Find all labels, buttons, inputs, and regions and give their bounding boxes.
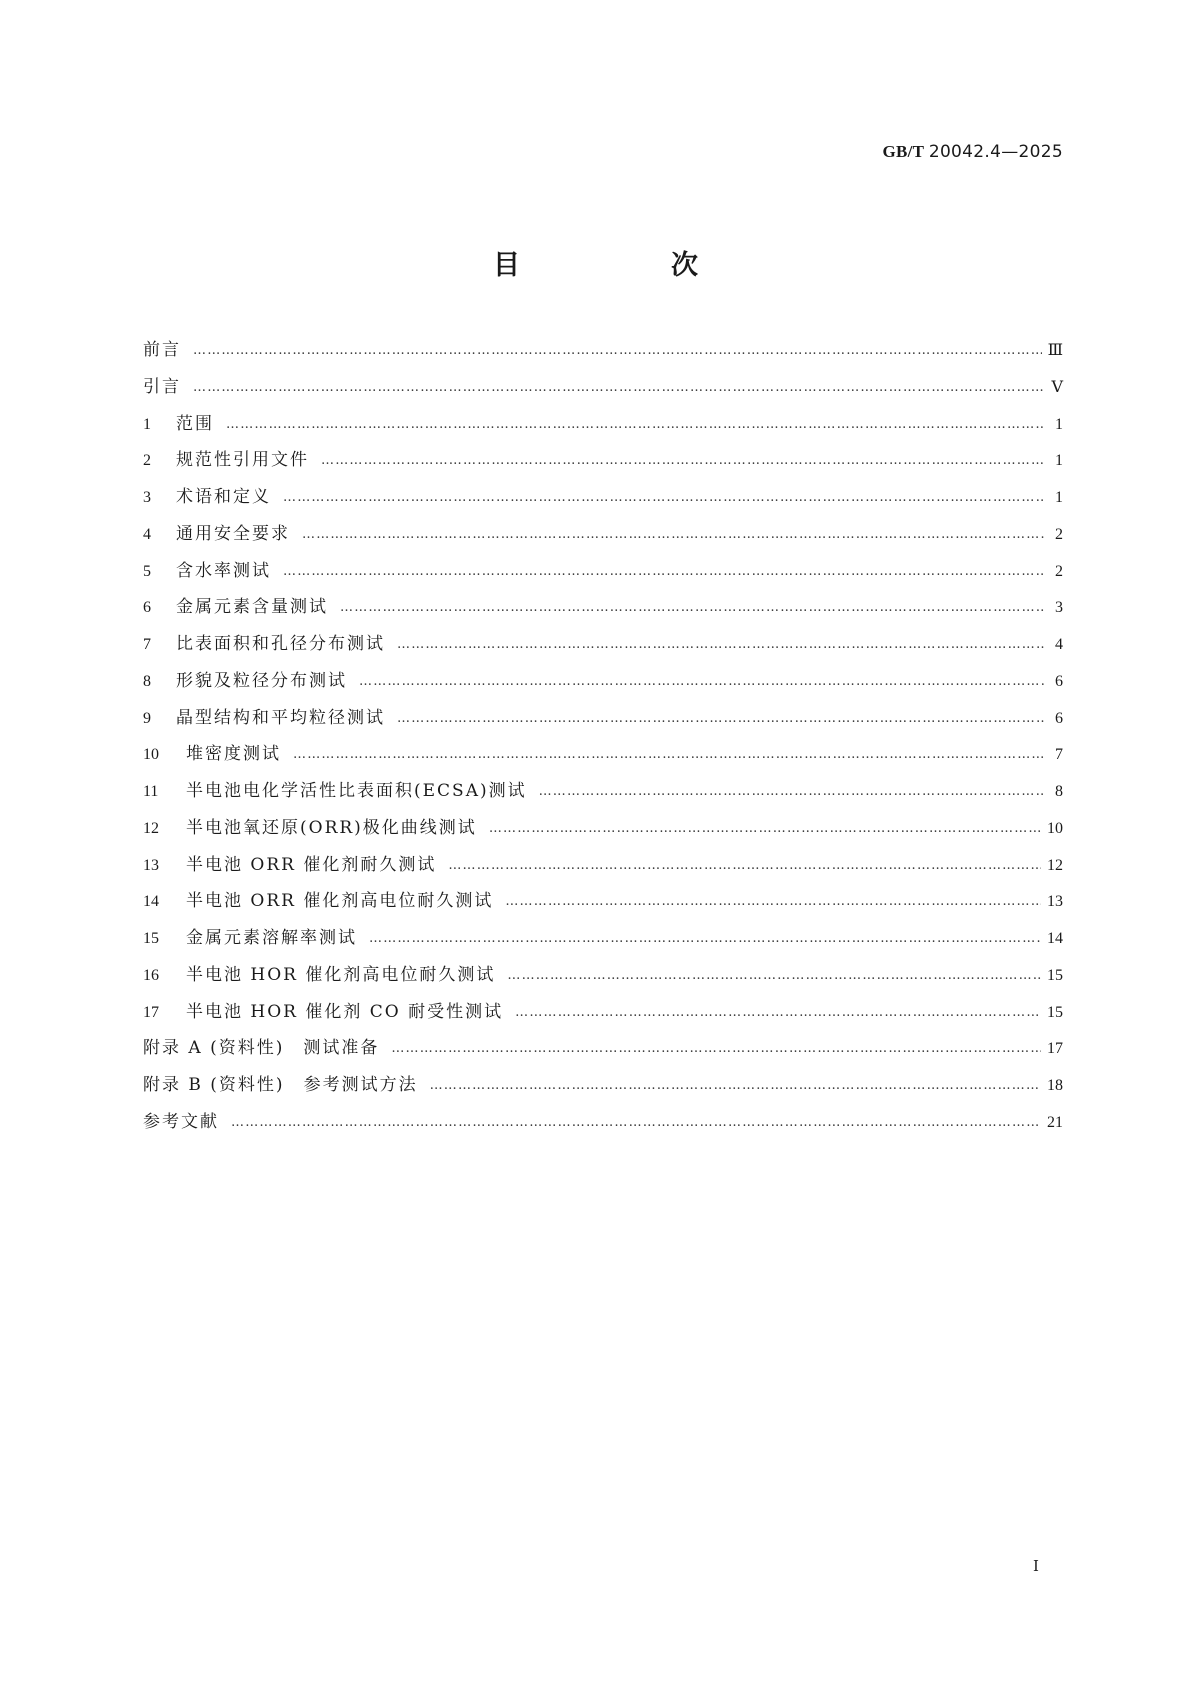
- toc-entry-label: 半电池 ORR 催化剂耐久测试: [186, 854, 437, 875]
- toc-entry[interactable]: [143, 559, 1063, 596]
- toc-dot-leader: [231, 1111, 1041, 1135]
- toc-entry[interactable]: [143, 889, 1063, 926]
- toc-entry-label: 含水率测试: [176, 560, 271, 581]
- toc-entry[interactable]: [143, 632, 1063, 669]
- toc-entry-label: 前言: [143, 340, 181, 360]
- toc-entry-label: 规范性引用文件: [176, 450, 309, 471]
- toc-entry-label: 半电池 HOR 催化剂 CO 耐受性测试: [186, 1001, 504, 1022]
- toc-entry-label: 通用安全要求: [176, 523, 290, 544]
- toc-entry[interactable]: [143, 448, 1063, 485]
- toc-dot-leader: [539, 780, 1045, 804]
- toc-entry-number: 3: [143, 489, 151, 506]
- toc-entry-page: 10: [1047, 819, 1063, 837]
- toc-dot-leader: [293, 743, 1045, 767]
- toc-entry-number: 11: [143, 783, 159, 800]
- toc-dot-leader: [359, 670, 1045, 694]
- page-number: Ⅰ: [1033, 1559, 1039, 1575]
- toc-entry-label: 附录 B (资料性) 参考测试方法: [143, 1075, 418, 1095]
- toc-entry-number: 9: [143, 709, 151, 727]
- standard-code: [882, 142, 1063, 162]
- toc-dot-leader: [448, 854, 1041, 878]
- toc-entry-label: 半电池电化学活性比表面积(ECSA)测试: [186, 781, 527, 801]
- toc-entry[interactable]: [143, 1036, 1063, 1073]
- toc-entry-label: 附录 A (资料性) 测试准备: [143, 1038, 380, 1059]
- toc-entry-page: Ⅲ: [1047, 342, 1063, 359]
- toc-entry-label: 引言: [143, 376, 181, 397]
- toc-dot-leader: [489, 817, 1041, 841]
- toc-entry[interactable]: [143, 522, 1063, 559]
- toc-entry[interactable]: [143, 706, 1063, 743]
- toc-entry-page: 1: [1055, 415, 1063, 433]
- toc-entry-number: 8: [143, 672, 151, 690]
- toc-entry[interactable]: [143, 1073, 1063, 1110]
- toc-dot-leader: [226, 413, 1045, 437]
- toc-entry[interactable]: [143, 669, 1063, 706]
- toc-entry-number: 1: [143, 415, 151, 433]
- toc-dot-leader: [515, 1001, 1041, 1025]
- standard-prefix: GB/T: [882, 142, 925, 161]
- toc-entry[interactable]: [143, 853, 1063, 890]
- toc-entry[interactable]: [143, 1110, 1063, 1147]
- toc-entry-number: 4: [143, 525, 151, 543]
- toc-entry-label: 半电池 HOR 催化剂高电位耐久测试: [186, 964, 496, 985]
- toc-entry-page: Ⅴ: [1051, 378, 1063, 396]
- toc-entry-number: 10: [143, 746, 159, 764]
- toc-dot-leader: [193, 376, 1045, 400]
- toc-dot-leader: [397, 707, 1045, 731]
- toc-entry[interactable]: [143, 963, 1063, 1000]
- toc-entry-label: 范围: [176, 413, 214, 434]
- toc-entry-page: 7: [1055, 746, 1063, 764]
- toc-entry-number: 2: [143, 452, 151, 470]
- toc-entry[interactable]: [143, 816, 1063, 853]
- toc-entry-page: 17: [1047, 1040, 1063, 1058]
- toc-entry-page: 12: [1047, 856, 1063, 874]
- toc-entry-label: 金属元素溶解率测试: [186, 928, 357, 948]
- toc-entry-page: 2: [1055, 525, 1063, 543]
- toc-dot-leader: [283, 486, 1045, 510]
- toc-entry-label: 半电池氧还原(ORR)极化曲线测试: [186, 817, 477, 838]
- toc-entry[interactable]: [143, 595, 1063, 632]
- toc-dot-leader: [321, 449, 1045, 473]
- page-title: 目 次: [493, 250, 760, 281]
- toc-entry-number: 5: [143, 562, 151, 580]
- toc-entry[interactable]: [143, 1000, 1063, 1037]
- toc-entry-label: 晶型结构和平均粒径测试: [176, 707, 385, 728]
- toc-entry-page: 6: [1055, 709, 1063, 727]
- toc-entry-label: 半电池 ORR 催化剂高电位耐久测试: [186, 891, 494, 912]
- toc-dot-leader: [193, 339, 1042, 363]
- toc-dot-leader: [283, 560, 1045, 584]
- toc-dot-leader: [369, 927, 1041, 951]
- toc-entry-label: 形貌及粒径分布测试: [176, 670, 347, 691]
- toc-entry-page: 21: [1047, 1113, 1063, 1131]
- toc-entry-label: 比表面积和孔径分布测试: [176, 634, 385, 654]
- toc-entry[interactable]: [143, 338, 1063, 375]
- toc-entry-page: 18: [1047, 1077, 1063, 1094]
- toc-dot-leader: [507, 964, 1041, 988]
- toc-entry-label: 金属元素含量测试: [176, 597, 328, 618]
- toc-entry-page: 1: [1055, 489, 1063, 506]
- toc-entry-number: 16: [143, 966, 159, 984]
- toc-entry-label: 术语和定义: [176, 487, 271, 507]
- toc-dot-leader: [397, 633, 1045, 657]
- toc-entry-number: 15: [143, 930, 159, 947]
- standard-number: 20042.4—2025: [928, 142, 1063, 162]
- toc-entry-number: 13: [143, 856, 159, 874]
- toc-entry[interactable]: [143, 485, 1063, 522]
- toc-entry-number: 7: [143, 636, 151, 653]
- toc-dot-leader: [302, 523, 1045, 547]
- toc-entry-page: 8: [1055, 783, 1063, 800]
- toc-entry[interactable]: [143, 742, 1063, 779]
- toc-entry-page: 6: [1055, 672, 1063, 690]
- toc-entry[interactable]: [143, 375, 1063, 412]
- toc-entry-page: 14: [1047, 930, 1063, 947]
- toc-entry-number: 12: [143, 819, 159, 837]
- toc-entry-page: 15: [1047, 1003, 1063, 1021]
- toc-dot-leader: [340, 596, 1045, 620]
- toc-entry[interactable]: [143, 779, 1063, 816]
- toc-dot-leader: [391, 1037, 1041, 1061]
- toc-entry-number: 6: [143, 599, 151, 617]
- toc-entry[interactable]: [143, 926, 1063, 963]
- toc-entry-page: 1: [1055, 452, 1063, 470]
- toc-entry-page: 4: [1055, 636, 1063, 653]
- toc-entry[interactable]: [143, 412, 1063, 449]
- toc-dot-leader: [430, 1074, 1041, 1098]
- table-of-contents: [143, 338, 1063, 1147]
- toc-entry-label: 参考文献: [143, 1111, 219, 1132]
- toc-entry-number: 14: [143, 893, 159, 911]
- toc-entry-number: 17: [143, 1003, 159, 1021]
- toc-entry-page: 13: [1047, 893, 1063, 911]
- toc-entry-page: 3: [1055, 599, 1063, 617]
- toc-entry-page: 2: [1055, 562, 1063, 580]
- toc-entry-page: 15: [1047, 966, 1063, 984]
- toc-entry-label: 堆密度测试: [186, 744, 281, 765]
- toc-dot-leader: [505, 890, 1041, 914]
